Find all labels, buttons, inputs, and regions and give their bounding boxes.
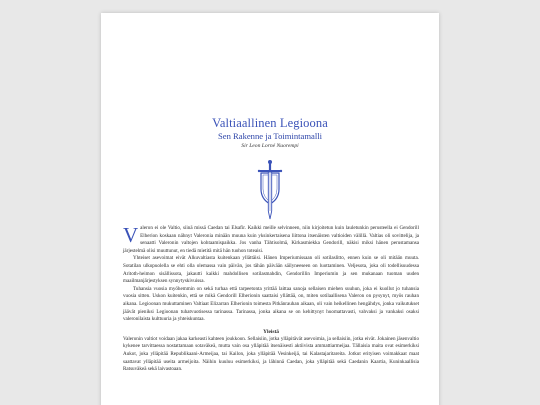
paragraph: Valeronin valtiot voidaan jakaa karkeasti kahteen joukkoon. Sellaisiin, jotka ylläpitävät asevoimia, ja sellaisiin, jotka eivät. Jokainen jäsenvaltio kykenee tarvittaessa nostattamaan sotaväkeä, mutta vain osa ylläpitää itsenäisesti aktiivista ammattiarmeijaa. Tällaisia maita ovat esimerkiksi Aukot, joka ylläpitää Republikaani-Armeijaa, tai Kailon, joka ylläpitää Vesinkeijä, tai Kalastajaritareita. Jotkut erityisen voimakkaat maat saattavat ylläpitää useita armeijoita. Näihin kuuluu esimerkiksi, ja lähinnä Caedan, joka ylläpitää sekä Caedanin Kaartia, Kuninkaallisia Ratsuväkeä sekä laivastoaan.: [123, 335, 419, 373]
paragraph: Tuhansia vuosia myöhemmin on sekä turhaa että tarpeetonta yrittää laittaa sanoja sellaisen miehen suuhun, joka ei kuollut jo tuhansia vuosia sitten. Uskon kuitenkin, että se mikä Gendorill Elherionin saattaisi yllättää, on, miten sotilaallisena Valeron on pysynyt, myös rauhan aikana. Legioonan mukuttaminen Valtiaat Elizarran Elherionin toimesta Pitkänrauhan aikaan, oli vain heikellinen hengähdys, jonka vaikutukset jäävät pieniksi Legioonan tuhatvuotisessa tarinassa. Tarinassa, jonka aikana se on kehittynyt huomattavasti, vahvaksi ja vankaksi osaksi valeronilaista kulttuuria ja yhteiskuntaa.: [123, 285, 419, 323]
document-title: Valtiaallinen Legioona: [212, 116, 328, 130]
section-heading: Yleistä: [263, 328, 279, 335]
paragraph-text: aleron ei ole Valtio, siinä missä Caedan tai Elsafir. Kaikki meille selvinneen, niin kirjoitetun kuin lauletunkin perusteella ei Gendorill Elherion koskaan nähnyt Valeronia minään muuna kuin yksinkertaisena liittona itsenäisten valtioiden välillä. Valtias oli sovittelija, ja senaatti Valeronin valtojen kohtaamispaikka. Jos vanha Tähtisolmä, Kirkasmiekka Gendorill, näkisi miksi hänen perustamansa järjestelmä olisi muuttunut, en tiedä mietitä mitä hän tuohon toteaisi.: [123, 225, 419, 254]
document-page: [101, 13, 439, 405]
dropcap: V: [123, 223, 139, 247]
document-subtitle: Sen Rakenne ja Toimintamalli: [217, 131, 322, 141]
document-body: [123, 225, 419, 374]
paragraph: [123, 225, 419, 255]
sword-on-shield-icon: [256, 159, 284, 221]
document-author: Sir Leon Lorné Nuorempi: [241, 143, 299, 149]
paragraph: Yhteiset asevoimat eivät Alkuvaltiasta kuitenkaan yllättäisi. Hänen Imperiumissaan oli sotilaslitto, ennen kuin se oli mitään muuta. Sotatilan ulkopuolella se ehti olla olemassa vain päivän, jos tähän päivään säilyneeseen on luottaminen. Veljesota, joka oli todellisuudessa Aritoth-heimon sisällissota, jakautti kaikki mahdollisen sotilasmahdin, Gendorillin Imperiumin ja sen mukanaan tuoman uuden maailmanjärjestyksen synnytyskivuissa.: [123, 255, 419, 285]
